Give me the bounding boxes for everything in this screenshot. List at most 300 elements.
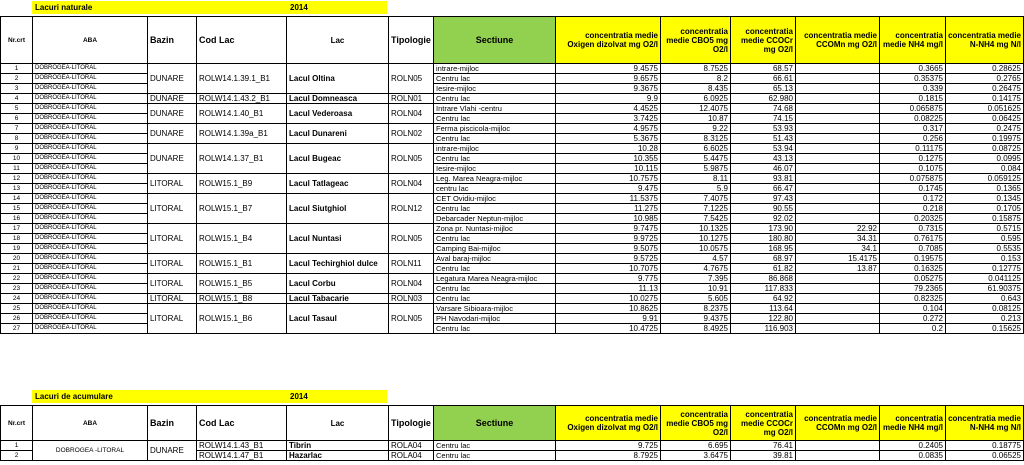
oxigen-value: 9.6575: [556, 74, 661, 84]
cbo5-value: 5.9875: [661, 164, 731, 174]
table-row: [1, 254, 1024, 264]
nh4-value: 0.0835: [880, 451, 946, 461]
lac-name-cell: Lacul Tatlageac: [287, 174, 389, 194]
tipologie-cell: ROLN04: [389, 104, 434, 124]
nh4-value: 0.317: [880, 124, 946, 134]
aba-cell: DOBROGEA-LITORAL: [33, 234, 148, 244]
row-number: 22: [1, 274, 33, 284]
header-aba: ABA: [33, 406, 148, 441]
header-lac: Lac: [287, 406, 389, 441]
ccomn-value: [796, 324, 880, 334]
lac-name-cell: Lacul Bugeac: [287, 144, 389, 174]
n-nh4-value: 61.90375: [946, 284, 1024, 294]
nh4-value: 0.3665: [880, 64, 946, 74]
ccomn-value: [796, 74, 880, 84]
ccocr-value: 66.47: [731, 184, 796, 194]
ccomn-value: [796, 274, 880, 284]
oxigen-value: 9.9725: [556, 234, 661, 244]
ccocr-value: 53.93: [731, 124, 796, 134]
n-nh4-value: 0.5715: [946, 224, 1024, 234]
cbo5-value: 5.9: [661, 184, 731, 194]
ccocr-value: 168.95: [731, 244, 796, 254]
n-nh4-value: 0.1345: [946, 194, 1024, 204]
ccocr-value: 61.82: [731, 264, 796, 274]
cod-lac-cell: ROLW15.1_B6: [197, 304, 287, 334]
cbo5-value: 12.4075: [661, 104, 731, 114]
tipologie-cell: ROLA04: [389, 441, 434, 451]
cod-lac-cell: ROLW14.1.43.2_B1: [197, 94, 287, 104]
lac-name-cell: Lacul Oltina: [287, 64, 389, 94]
aba-cell: DOBROGEA-LITORAL: [33, 114, 148, 124]
ccocr-value: 76.41: [731, 441, 796, 451]
ccomn-value: [796, 164, 880, 174]
cbo5-value: 10.1325: [661, 224, 731, 234]
lac-name-cell: Lacul Domneasca: [287, 94, 389, 104]
row-number: 8: [1, 134, 33, 144]
ccomn-value: 22.92: [796, 224, 880, 234]
cod-lac-cell: ROLW14.1.43_B1: [197, 441, 287, 451]
aba-cell: DOBROGEA-LITORAL: [33, 154, 148, 164]
section-title: Lacuri naturale: [35, 3, 93, 12]
section-title: Lacuri de acumulare: [35, 392, 113, 401]
oxigen-value: 9.3675: [556, 84, 661, 94]
cbo5-value: 9.22: [661, 124, 731, 134]
header-cod: Cod Lac: [197, 17, 287, 64]
aba-cell: DOBROGEA-LITORAL: [33, 164, 148, 174]
ccomn-value: [796, 104, 880, 114]
ccomn-value: 34.31: [796, 234, 880, 244]
aba-cell: DOBROGEA -LITORAL: [33, 441, 148, 461]
ccomn-value: [796, 194, 880, 204]
cbo5-value: 7.4075: [661, 194, 731, 204]
ccocr-value: 90.55: [731, 204, 796, 214]
cbo5-value: 6.695: [661, 441, 731, 451]
tipologie-cell: ROLN05: [389, 304, 434, 334]
n-nh4-value: 0.595: [946, 234, 1024, 244]
sectiune-cell: Ferma piscicola-mijloc: [434, 124, 556, 134]
oxigen-value: 11.5375: [556, 194, 661, 204]
ccomn-value: [796, 441, 880, 451]
n-nh4-value: 0.19975: [946, 134, 1024, 144]
ccomn-value: [796, 134, 880, 144]
cbo5-value: 6.0925: [661, 94, 731, 104]
sectiune-cell: Centru lac: [434, 441, 556, 451]
row-number: 25: [1, 304, 33, 314]
row-number: 11: [1, 164, 33, 174]
bazin-cell: DUNARE: [148, 64, 197, 94]
oxigen-value: 9.4575: [556, 64, 661, 74]
row-number: 20: [1, 254, 33, 264]
row-number: 7: [1, 124, 33, 134]
nh4-value: 0.272: [880, 314, 946, 324]
aba-cell: DOBROGEA-LITORAL: [33, 184, 148, 194]
n-nh4-value: 0.051625: [946, 104, 1024, 114]
header-cbo5: concentratia medie CBO5 mg O2/l: [661, 17, 731, 64]
n-nh4-value: 0.0995: [946, 154, 1024, 164]
sectiune-cell: Centru lac: [434, 204, 556, 214]
row-number: 23: [1, 284, 33, 294]
nh4-value: 0.08225: [880, 114, 946, 124]
ccomn-value: [796, 284, 880, 294]
ccomn-value: [796, 451, 880, 461]
n-nh4-value: 0.06425: [946, 114, 1024, 124]
row-number: 18: [1, 234, 33, 244]
row-number: 16: [1, 214, 33, 224]
header-row: [1, 17, 1024, 64]
tipologie-cell: ROLN04: [389, 174, 434, 194]
table-row: [1, 224, 1024, 234]
cod-lac-cell: ROLW14.1.39a_B1: [197, 124, 287, 144]
n-nh4-value: 0.06525: [946, 451, 1024, 461]
oxigen-value: 10.4725: [556, 324, 661, 334]
cbo5-value: 7.1225: [661, 204, 731, 214]
sectiune-cell: Centru lac: [434, 114, 556, 124]
ccomn-value: [796, 64, 880, 74]
oxigen-value: 10.7575: [556, 174, 661, 184]
cod-lac-cell: ROLW15.1_B8: [197, 294, 287, 304]
lac-name-cell: Lacul Siutghiol: [287, 194, 389, 224]
ccomn-value: [796, 304, 880, 314]
lac-name-cell: Lacul Tabacarie: [287, 294, 389, 304]
oxigen-value: 11.13: [556, 284, 661, 294]
cod-lac-cell: ROLW14.1.47_B1: [197, 451, 287, 461]
n-nh4-value: 0.153: [946, 254, 1024, 264]
row-number: 3: [1, 84, 33, 94]
lac-name-cell: Lacul Tasaul: [287, 304, 389, 334]
bazin-cell: LITORAL: [148, 294, 197, 304]
aba-cell: DOBROGEA-LITORAL: [33, 314, 148, 324]
aba-cell: DOBROGEA-LITORAL: [33, 74, 148, 84]
sectiune-cell: PH Navodari-mijloc: [434, 314, 556, 324]
cbo5-value: 10.87: [661, 114, 731, 124]
cbo5-value: 8.7525: [661, 64, 731, 74]
oxigen-value: 9.725: [556, 441, 661, 451]
cbo5-value: 4.57: [661, 254, 731, 264]
oxigen-value: 10.28: [556, 144, 661, 154]
bazin-cell: LITORAL: [148, 194, 197, 224]
cbo5-value: 3.6475: [661, 451, 731, 461]
header-ccocr: concentratia medie CCOCr mg O2/l: [731, 406, 796, 441]
header-nh4: concentratia medie NH4 mg/l: [880, 17, 946, 64]
row-number: 1: [1, 64, 33, 74]
row-number: 10: [1, 154, 33, 164]
n-nh4-value: 0.08125: [946, 304, 1024, 314]
sectiune-cell: Intrare Vlahi -centru: [434, 104, 556, 114]
ccomn-value: [796, 204, 880, 214]
aba-cell: DOBROGEA-LITORAL: [33, 304, 148, 314]
ccocr-value: 39.81: [731, 451, 796, 461]
header-n-nh4: concentratia medie N-NH4 mg N/l: [946, 406, 1024, 441]
nh4-value: 0.2: [880, 324, 946, 334]
oxigen-value: 4.4525: [556, 104, 661, 114]
header-ccomn: concentratia medie CCOMn mg O2/l: [796, 406, 880, 441]
header-bazin: Bazin: [148, 406, 197, 441]
aba-cell: DOBROGEA-LITORAL: [33, 324, 148, 334]
ccomn-value: [796, 114, 880, 124]
n-nh4-value: 0.2475: [946, 124, 1024, 134]
sectiune-cell: Centru lac: [434, 154, 556, 164]
sectiune-cell: Centru lac: [434, 284, 556, 294]
sectiune-cell: Centru lac: [434, 451, 556, 461]
ccocr-value: 113.64: [731, 304, 796, 314]
header-aba: ABA: [33, 17, 148, 64]
n-nh4-value: 0.643: [946, 294, 1024, 304]
ccomn-value: [796, 84, 880, 94]
table-row: [1, 144, 1024, 154]
header-nr: Nr.crt: [1, 406, 33, 441]
nh4-value: 0.76175: [880, 234, 946, 244]
section-year: 2014: [290, 392, 308, 401]
nh4-value: 0.7085: [880, 244, 946, 254]
lac-name-cell: Lacul Corbu: [287, 274, 389, 294]
row-number: 27: [1, 324, 33, 334]
oxigen-value: 10.355: [556, 154, 661, 164]
lac-name-cell: Hazarlac: [287, 451, 389, 461]
oxigen-value: 9.9: [556, 94, 661, 104]
header-ccocr: concentratia medie CCOCr mg O2/l: [731, 17, 796, 64]
header-n-nh4: concentratia medie N-NH4 mg N/l: [946, 17, 1024, 64]
sectiune-cell: Centru lac: [434, 74, 556, 84]
nh4-value: 0.11175: [880, 144, 946, 154]
n-nh4-value: 0.1705: [946, 204, 1024, 214]
ccomn-value: [796, 214, 880, 224]
nh4-value: 0.16325: [880, 264, 946, 274]
bazin-cell: LITORAL: [148, 224, 197, 254]
ccocr-value: 86.868: [731, 274, 796, 284]
cbo5-value: 10.1275: [661, 234, 731, 244]
tipologie-cell: ROLA04: [389, 451, 434, 461]
ccomn-value: [796, 94, 880, 104]
sectiune-cell: Centru lac: [434, 234, 556, 244]
nh4-value: 0.339: [880, 84, 946, 94]
ccocr-value: 51.43: [731, 134, 796, 144]
table-row: [1, 124, 1024, 134]
nh4-value: 79.2365: [880, 284, 946, 294]
ccocr-value: 65.13: [731, 84, 796, 94]
row-number: 12: [1, 174, 33, 184]
cbo5-value: 4.7675: [661, 264, 731, 274]
ccomn-value: 34.1: [796, 244, 880, 254]
ccocr-value: 93.81: [731, 174, 796, 184]
header-sectiune: Sectiune: [434, 17, 556, 64]
ccocr-value: 62.980: [731, 94, 796, 104]
ccomn-value: [796, 314, 880, 324]
section-year: 2014: [290, 3, 308, 12]
ccocr-value: 116.903: [731, 324, 796, 334]
oxigen-value: 10.8625: [556, 304, 661, 314]
aba-cell: DOBROGEA-LITORAL: [33, 134, 148, 144]
sectiune-cell: Centru lac: [434, 324, 556, 334]
tipologie-cell: ROLN04: [389, 274, 434, 294]
nh4-value: 0.2405: [880, 441, 946, 451]
tipologie-cell: ROLN12: [389, 194, 434, 224]
sectiune-cell: Centru lac: [434, 134, 556, 144]
nh4-value: 0.20325: [880, 214, 946, 224]
nh4-value: 0.19575: [880, 254, 946, 264]
aba-cell: DOBROGEA-LITORAL: [33, 174, 148, 184]
row-number: 14: [1, 194, 33, 204]
sectiune-cell: Debarcader Neptun-mijloc: [434, 214, 556, 224]
row-number: 6: [1, 114, 33, 124]
row-number: 19: [1, 244, 33, 254]
aba-cell: DOBROGEA-LITORAL: [33, 94, 148, 104]
cbo5-value: 7.5425: [661, 214, 731, 224]
aba-cell: DOBROGEA-LITORAL: [33, 144, 148, 154]
row-number: 4: [1, 94, 33, 104]
section-banner-natural-lakes: [32, 1, 387, 14]
cbo5-value: 6.6025: [661, 144, 731, 154]
bazin-cell: DUNARE: [148, 94, 197, 104]
ccomn-value: [796, 174, 880, 184]
bazin-cell: LITORAL: [148, 174, 197, 194]
aba-cell: DOBROGEA-LITORAL: [33, 254, 148, 264]
nh4-value: 0.104: [880, 304, 946, 314]
cbo5-value: 10.91: [661, 284, 731, 294]
tipologie-cell: ROLN05: [389, 144, 434, 174]
bazin-cell: DUNARE: [148, 124, 197, 144]
sectiune-cell: Zona pr. Nuntasi-mijloc: [434, 224, 556, 234]
aba-cell: DOBROGEA-LITORAL: [33, 294, 148, 304]
cbo5-value: 8.435: [661, 84, 731, 94]
header-row: [1, 406, 1024, 441]
row-number: 5: [1, 104, 33, 114]
row-number: 17: [1, 224, 33, 234]
nh4-value: 0.1815: [880, 94, 946, 104]
tipologie-cell: ROLN01: [389, 94, 434, 104]
table-row: [1, 104, 1024, 114]
nh4-value: 0.218: [880, 204, 946, 214]
cbo5-value: 5.4475: [661, 154, 731, 164]
lac-name-cell: Lacul Vederoasa: [287, 104, 389, 124]
header-cod: Cod Lac: [197, 406, 287, 441]
n-nh4-value: 0.5535: [946, 244, 1024, 254]
natural-lakes-table: [0, 16, 1024, 334]
cod-lac-cell: ROLW15.1_B9: [197, 174, 287, 194]
sectiune-cell: CET Ovidiu-mijloc: [434, 194, 556, 204]
n-nh4-value: 0.1365: [946, 184, 1024, 194]
tipologie-cell: ROLN05: [389, 224, 434, 254]
oxigen-value: 10.0275: [556, 294, 661, 304]
ccomn-value: [796, 154, 880, 164]
aba-cell: DOBROGEA-LITORAL: [33, 274, 148, 284]
bazin-cell: DUNARE: [148, 144, 197, 174]
aba-cell: DOBROGEA-LITORAL: [33, 284, 148, 294]
header-oxigen-dizolvat: concentratia medie Oxigen dizolvat mg O2/l: [556, 17, 661, 64]
nh4-value: 0.05275: [880, 274, 946, 284]
bazin-cell: LITORAL: [148, 274, 197, 294]
header-bazin: Bazin: [148, 17, 197, 64]
header-ccomn: concentratia medie CCOMn mg O2/l: [796, 17, 880, 64]
oxigen-value: 5.3675: [556, 134, 661, 144]
oxigen-value: 4.9575: [556, 124, 661, 134]
ccocr-value: 97.43: [731, 194, 796, 204]
ccocr-value: 173.90: [731, 224, 796, 234]
header-nr: Nr.crt: [1, 17, 33, 64]
aba-cell: DOBROGEA-LITORAL: [33, 214, 148, 224]
oxigen-value: 9.5075: [556, 244, 661, 254]
nh4-value: 0.7315: [880, 224, 946, 234]
lac-name-cell: Lacul Techirghiol dulce: [287, 254, 389, 274]
oxigen-value: 9.775: [556, 274, 661, 284]
cbo5-value: 8.3125: [661, 134, 731, 144]
row-number: 15: [1, 204, 33, 214]
lac-name-cell: Lacul Dunareni: [287, 124, 389, 144]
reservoirs-table: [0, 405, 1024, 461]
oxigen-value: 3.7425: [556, 114, 661, 124]
cbo5-value: 8.4925: [661, 324, 731, 334]
ccocr-value: 64.92: [731, 294, 796, 304]
ccocr-value: 180.80: [731, 234, 796, 244]
table-row: [1, 294, 1024, 304]
row-number: 13: [1, 184, 33, 194]
cod-lac-cell: ROLW15.1_B4: [197, 224, 287, 254]
nh4-value: 0.075875: [880, 174, 946, 184]
oxigen-value: 10.115: [556, 164, 661, 174]
aba-cell: DOBROGEA-LITORAL: [33, 244, 148, 254]
cod-lac-cell: ROLW15.1_B7: [197, 194, 287, 224]
aba-cell: DOBROGEA-LITORAL: [33, 84, 148, 94]
header-cbo5: concentratia medie CBO5 mg O2/l: [661, 406, 731, 441]
oxigen-value: 9.91: [556, 314, 661, 324]
n-nh4-value: 0.12775: [946, 264, 1024, 274]
sectiune-cell: Camping Bai-mijloc: [434, 244, 556, 254]
table-row: [1, 304, 1024, 314]
ccomn-value: 13.87: [796, 264, 880, 274]
oxigen-value: 11.275: [556, 204, 661, 214]
aba-cell: DOBROGEA-LITORAL: [33, 124, 148, 134]
ccocr-value: 74.68: [731, 104, 796, 114]
header-oxigen-dizolvat: concentratia medie Oxigen dizolvat mg O2/l: [556, 406, 661, 441]
sectiune-cell: Centru lac: [434, 264, 556, 274]
row-number: 1: [1, 441, 33, 451]
ccocr-value: 122.80: [731, 314, 796, 324]
header-tipologie: Tipologie: [389, 406, 434, 441]
ccomn-value: [796, 124, 880, 134]
n-nh4-value: 0.059125: [946, 174, 1024, 184]
n-nh4-value: 0.14175: [946, 94, 1024, 104]
n-nh4-value: 0.26475: [946, 84, 1024, 94]
bazin-cell: LITORAL: [148, 254, 197, 274]
tipologie-cell: ROLN11: [389, 254, 434, 274]
n-nh4-value: 0.2765: [946, 74, 1024, 84]
header-sectiune: Sectiune: [434, 406, 556, 441]
ccocr-value: 68.97: [731, 254, 796, 264]
cbo5-value: 8.11: [661, 174, 731, 184]
nh4-value: 0.172: [880, 194, 946, 204]
oxigen-value: 10.985: [556, 214, 661, 224]
cbo5-value: 10.0575: [661, 244, 731, 254]
header-nh4: concentratia medie NH4 mg/l: [880, 406, 946, 441]
ccocr-value: 92.02: [731, 214, 796, 224]
cbo5-value: 5.605: [661, 294, 731, 304]
aba-cell: DOBROGEA-LITORAL: [33, 104, 148, 114]
row-number: 2: [1, 451, 33, 461]
sectiune-cell: Aval baraj-mijloc: [434, 254, 556, 264]
row-number: 9: [1, 144, 33, 154]
header-tipologie: Tipologie: [389, 17, 434, 64]
tipologie-cell: ROLN03: [389, 294, 434, 304]
oxigen-value: 9.7475: [556, 224, 661, 234]
aba-cell: DOBROGEA-LITORAL: [33, 64, 148, 74]
sectiune-cell: Legatura Marea Neagra-mijloc: [434, 274, 556, 284]
aba-cell: DOBROGEA-LITORAL: [33, 264, 148, 274]
n-nh4-value: 0.18775: [946, 441, 1024, 451]
nh4-value: 0.1075: [880, 164, 946, 174]
row-number: 26: [1, 314, 33, 324]
ccocr-value: 66.61: [731, 74, 796, 84]
row-number: 2: [1, 74, 33, 84]
sectiune-cell: centru lac: [434, 184, 556, 194]
